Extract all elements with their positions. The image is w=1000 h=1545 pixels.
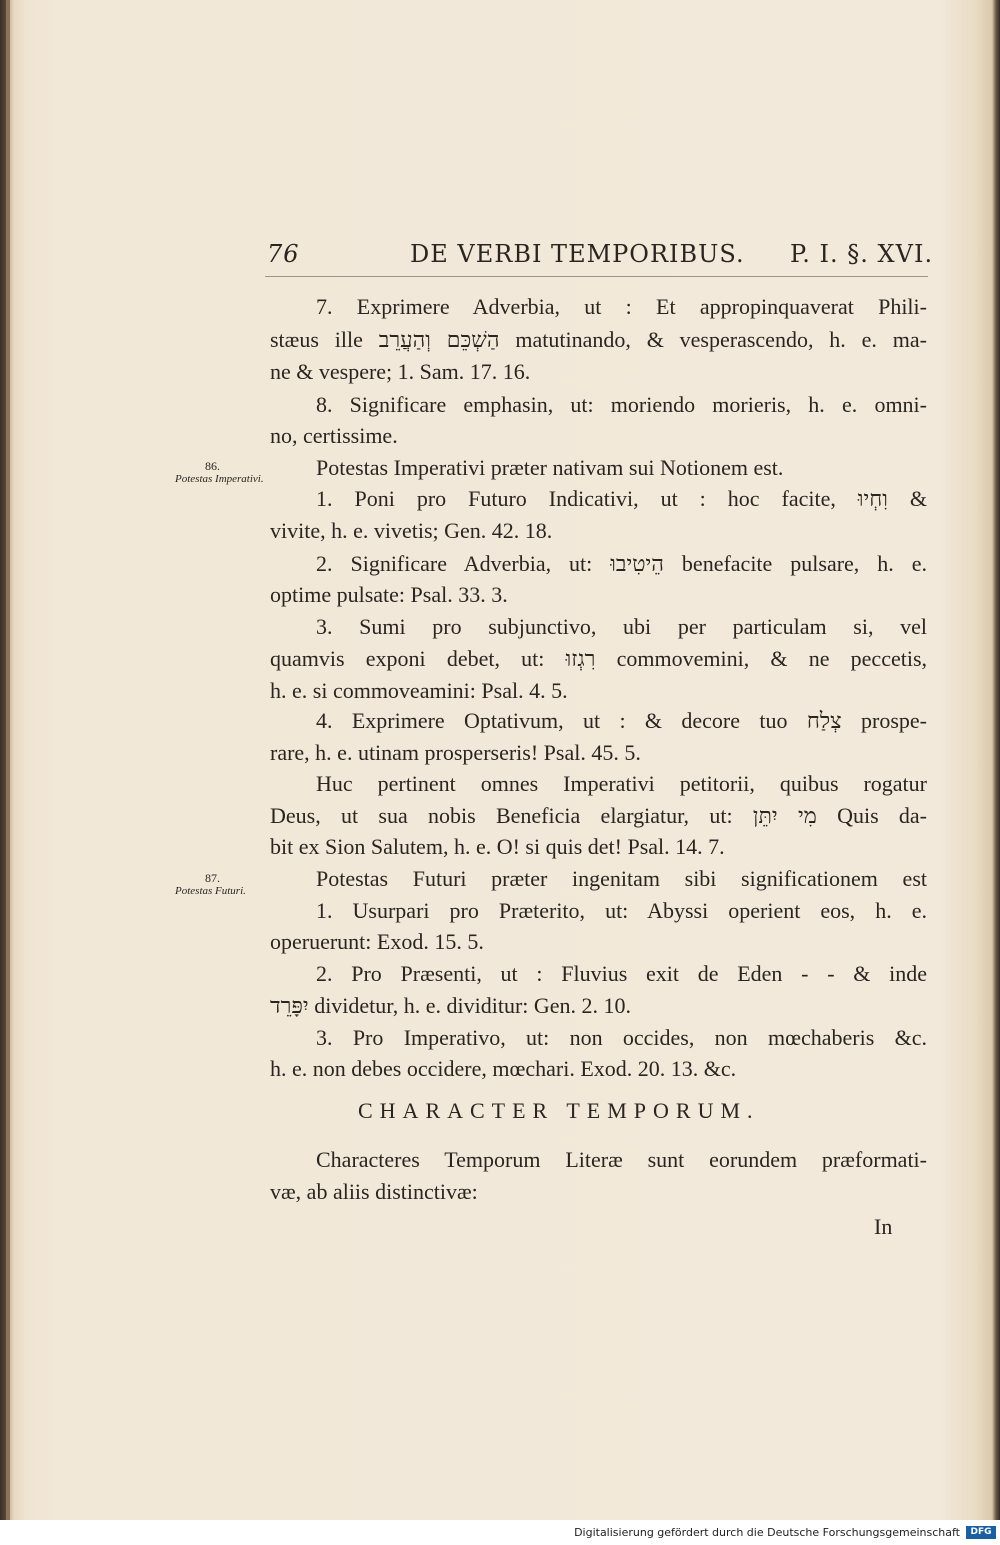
- catchword: In: [874, 1214, 893, 1239]
- text-line: quamvis exponi debet, ut: רִגְזוּ commovemini, & ne peccetis,: [270, 646, 928, 671]
- margin-note-number: 87.: [205, 871, 220, 885]
- text-line: optime pulsate: Psal. 33. 3.: [270, 582, 508, 607]
- margin-note: [175, 872, 265, 898]
- header-rule: [265, 276, 928, 277]
- text-line: 2. Significare Adverbia, ut: הֵיטִיבוּ benefacite pulsare, h. e.: [316, 551, 927, 576]
- text-line: יִפָּרֵד dividetur, h. e. dividitur: Gen. 2. 10.: [270, 993, 632, 1018]
- footer-credit: Digitalisierung gefördert durch die Deutsche Forschungsgemeinschaft: [574, 1526, 960, 1539]
- text-line: h. e. non debes occidere, mœchari. Exod. 20. 13. &c.: [270, 1056, 737, 1081]
- page-number: 76: [267, 240, 300, 268]
- text-line: ne & vespere; 1. Sam. 17. 16.: [270, 359, 531, 384]
- text-line: Potestas Futuri præter ingenitam sibi significationem est: [316, 866, 927, 891]
- text-line: h. e. si commoveamini: Psal. 4. 5.: [270, 678, 568, 703]
- text-line: rare, h. e. utinam prosperseris! Psal. 45. 5.: [270, 740, 641, 765]
- text-line: 4. Exprimere Optativum, ut : & decore tuo צְלַח prospe-: [316, 708, 928, 733]
- margin-note-text: Potestas Futuri.: [175, 885, 246, 897]
- text-line: 7. Exprimere Adverbia, ut : Et appropinquaverat Phili-: [316, 294, 927, 319]
- text-line: operuerunt: Exod. 15. 5.: [270, 929, 484, 954]
- section-heading: CHARACTER TEMPORUM.: [358, 1098, 760, 1123]
- margin-note-text: Potestas Imperativi.: [175, 473, 264, 485]
- text-line: 1. Usurpari pro Præterito, ut: Abyssi operient eos, h. e.: [316, 898, 927, 923]
- text-line: væ, ab aliis distinctivæ:: [270, 1179, 478, 1204]
- text-line: vivite, h. e. vivetis; Gen. 42. 18.: [270, 518, 553, 543]
- text-line: 3. Pro Imperativo, ut: non occides, non mœchaberis &c.: [316, 1025, 927, 1050]
- margin-note: [175, 460, 265, 486]
- text-line: bit ex Sion Salutem, h. e. O! si quis det! Psal. 14. 7.: [270, 834, 725, 859]
- text-line: 8. Significare emphasin, ut: moriendo morieris, h. e. omni-: [316, 392, 927, 417]
- running-title: DE VERBI TEMPORIBUS.: [410, 240, 745, 268]
- text-line: stæus ille הַשְׁכֵּם וְהַעֲרֵב matutinando, & vesperascendo, h. e. ma-: [270, 327, 928, 352]
- text-line: Potestas Imperativi præter nativam sui Notionem est.: [316, 455, 784, 480]
- digitization-footer: [0, 1520, 1000, 1545]
- text-line: 2. Pro Præsenti, ut : Fluvius exit de Eden - - & inde: [316, 961, 927, 986]
- text-line: 1. Poni pro Futuro Indicativi, ut : hoc facite, וִחְיוּ &: [316, 486, 927, 511]
- dfg-logo: DFG: [966, 1526, 996, 1539]
- margin-note-number: 86.: [205, 459, 220, 473]
- text-line: 3. Sumi pro subjunctivo, ubi per particulam si, vel: [316, 614, 927, 639]
- text-line: Huc pertinent omnes Imperativi petitorii, quibus rogatur: [316, 771, 927, 796]
- text-line: Deus, ut sua nobis Beneficia elargiatur, ut: מִי יִתֵּן Quis da-: [270, 803, 928, 828]
- text-line: no, certissime.: [270, 423, 398, 448]
- text-line: Characteres Temporum Literæ sunt eorundem præformati-: [316, 1147, 927, 1172]
- section-reference: P. I. §. XVI.: [790, 240, 934, 268]
